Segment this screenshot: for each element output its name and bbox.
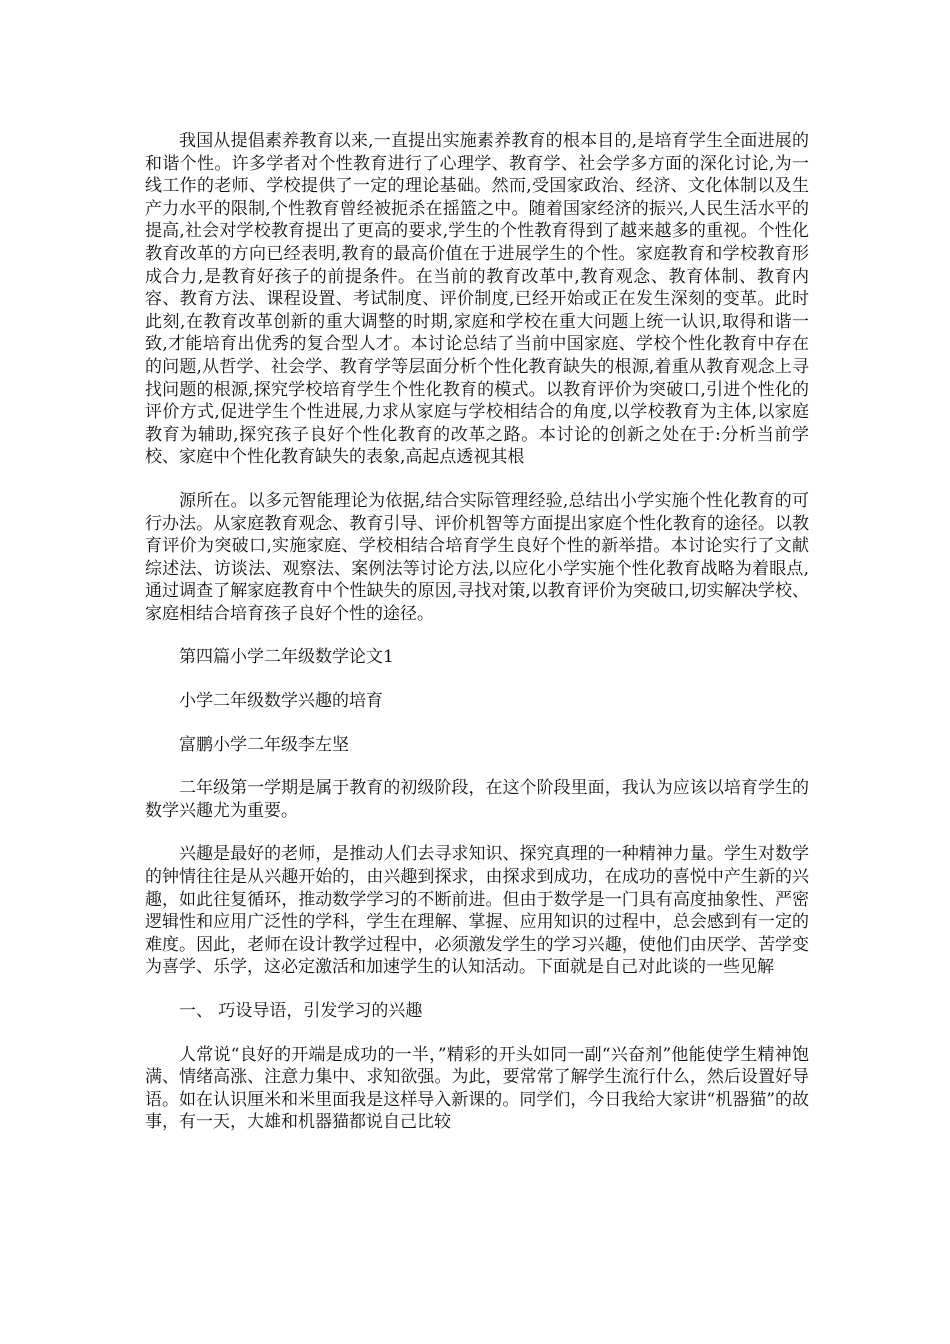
subsection-heading: 一、 巧设导语，引发学习的兴趣	[179, 1001, 423, 1021]
paragraph-body: 人常说“良好的开端是成功的一半，”精彩的开头如同一副“兴奋剂”他能使学生精神饱满、情绪高涨、注意力集中、求知欲强。为此，要常常了解学生流行什么，然后设置好导语。如在认识厘米和米里面我是这样导入新课的。同学们，今日我给大家讲“机器猫”的故事，有一天，大雄和机器猫都说自己比较	[145, 1044, 809, 1133]
author-line: 富鹏小学二年级李左坚	[179, 734, 349, 755]
document-page	[145, 130, 809, 1155]
paragraph-body: 兴趣是最好的老师，是推动人们去寻求知识、探究真理的一种精神力量。学生对数学的钟情往往是从兴趣开始的，由兴趣到探求，由探求到成功，在成功的喜悦中产生新的兴趣，如此往复循环，推动数学学习的不断前进。但由于数学是一门具有高度抽象性、严密逻辑性和应用广泛性的学科，学生在理解、掌握、应用知识的过程中，总会感到有一定的难度。因此，老师在设计教学过程中，必须激发学生的学习兴趣，使他们由厌学、苦学变为喜学、乐学，这必定激活和加速学生的认知活动。下面就是自己对此谈的一些见解	[145, 844, 809, 978]
section-heading: 第四篇小学二年级数学论文1	[179, 647, 394, 668]
article-title: 小学二年级数学兴趣的培育	[179, 691, 383, 712]
paragraph-continued: 源所在。以多元智能理论为依据,结合实际管理经验,总结出小学实施个性化教育的可行办法。从家庭教育观念、教育引导、评价机智等方面提出家庭个性化教育的途径。以教育评价为突破口,实施家庭、学校相结合培育学生良好个性的新举措。本讨论实行了文献综述法、访谈法、观察法、案例法等讨论方法,以应化小学实施个性化教育战略为着眼点,通过调查了解家庭教育中个性缺失的原因,寻找对策,以教育评价为突破口,切实解决学校、家庭相结合培育孩子良好个性的途径。	[145, 490, 809, 624]
paragraph-body: 二年级第一学期是属于教育的初级阶段，在这个阶段里面，我认为应该以培育学生的数学兴趣尤为重要。	[145, 778, 809, 821]
paragraph-intro: 我国从提倡素养教育以来,一直提出实施素养教育的根本目的,是培育学生全面进展的和谐个性。许多学者对个性教育进行了心理学、教育学、社会学多方面的深化讨论,为一线工作的老师、学校提供了一定的理论基础。然而,受国家政治、经济、文化体制以及生产力水平的限制,个性教育曾经被扼杀在摇篮之中。随着国家经济的振兴,人民生活水平的提高,社会对学校教育提出了更高的要求,学生的个性教育得到了越来越多的重视。个性化教育改革的方向已经表明,教育的最高价值在于进展学生的个性。家庭教育和学校教育形成合力,是教育好孩子的前提条件。在当前的教育改革中,教育观念、教育体制、教育内容、教育方法、课程设置、考试制度、评价制度,已经开始或正在发生深刻的变革。此时此刻,在教育改革创新的重大调整的时期,家庭和学校在重大问题上统一认识,取得和谐一致,才能培育出优秀的复合型人才。本讨论总结了当前中国家庭、学校个性化教育中存在的问题,从哲学、社会学、教育学等层面分析个性化教育缺失的根源,着重从教育观念上寻找问题的根源,探究学校培育学生个性化教育的模式。以教育评价为突破口,引进个性化的评价方式,促进学生个性进展,力求从家庭与学校相结合的角度,以学校教育为主体,以家庭教育为辅助,探究孩子良好个性化教育的改革之路。本讨论的创新之处在于:分析当前学校、家庭中个性化教育缺失的表象,高起点透视其根	[145, 131, 809, 468]
